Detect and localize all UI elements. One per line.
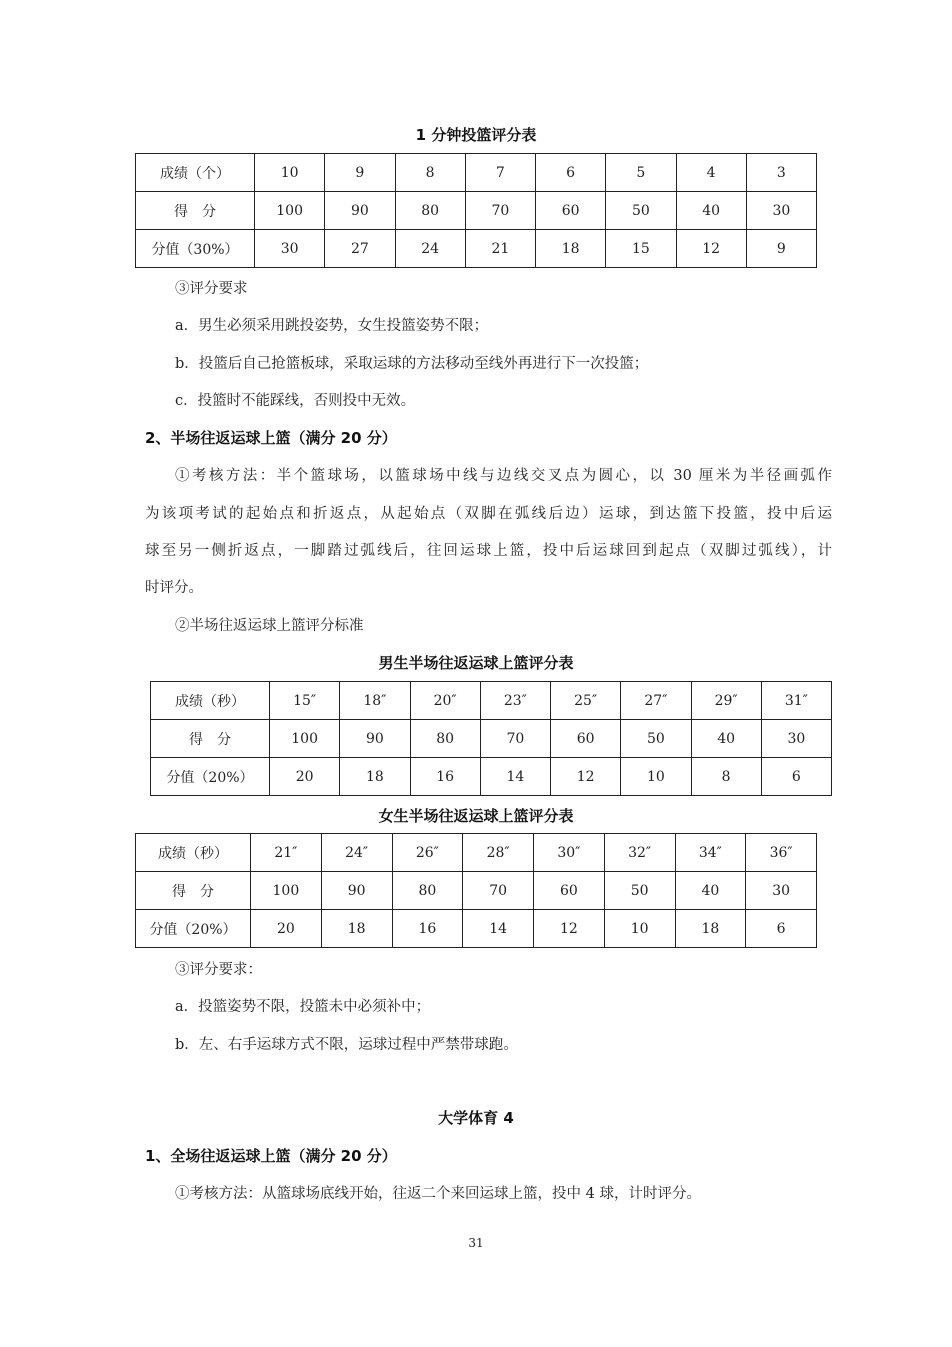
requirements-label: ③评分要求： [175,962,262,978]
table-row [151,720,832,758]
table-cell: 12 [534,910,605,948]
table-cell: 40 [675,872,746,910]
table-cell: 27 [325,230,395,268]
requirement-item: c．投篮时不能踩线，否则投中无效。 [175,393,416,409]
table-row [136,910,817,948]
table-cell: 18 [321,910,392,948]
requirement-item: a．投篮姿势不限，投篮未中必须补中； [175,999,431,1015]
score-table-female [135,833,817,948]
table-cell: 26″ [392,834,463,872]
table1-title: 1 分钟投篮评分表 [415,126,537,144]
table-cell: 50 [621,720,691,758]
table-cell: 36″ [746,834,817,872]
table-cell: 21 [465,230,535,268]
requirement-item: b．左、右手运球方式不限，运球过程中严禁带球跑。 [175,1037,518,1053]
row-header-cell: 成绩（秒） [136,834,251,872]
table-cell: 100 [270,720,340,758]
table-cell: 80 [395,192,465,230]
table-row [151,682,832,720]
row-header-cell: 分值（20%） [136,910,251,948]
row-header-cell: 得 分 [151,720,270,758]
requirement-item: b．投篮后自己抢篮板球，采取运球的方法移动至线外再进行下一次投篮； [175,356,649,372]
table-cell: 4 [676,154,746,192]
table-cell: 100 [251,872,322,910]
table-cell: 12 [551,758,621,796]
table-cell: 21″ [251,834,322,872]
table-cell: 18 [675,910,746,948]
table-cell: 23″ [480,682,550,720]
page-number: 31 [468,1236,484,1250]
table-cell: 70 [465,192,535,230]
course-title: 大学体育 4 [438,1109,514,1127]
table-cell: 15″ [270,682,340,720]
table-body [136,154,817,268]
table-cell: 20 [251,910,322,948]
table-cell: 60 [536,192,606,230]
row-header-cell: 分值（30%） [136,230,255,268]
table-cell: 25″ [551,682,621,720]
table-cell: 10 [604,910,675,948]
score-table-1min-shooting [135,153,817,268]
table-cell: 9 [325,154,395,192]
table-row [136,192,817,230]
row-header-cell: 得 分 [136,872,251,910]
method-line: ①考核方法：从篮球场底线开始，往返二个来回运球上篮，投中 4 球，计时评分。 [175,1186,701,1202]
table-cell: 50 [604,872,675,910]
table-cell: 18 [536,230,606,268]
table-cell: 20″ [410,682,480,720]
standard-label: ②半场往返运球上篮评分标准 [175,618,364,634]
method-line: 时评分。 [145,580,203,596]
table-cell: 80 [392,872,463,910]
table-cell: 40 [676,192,746,230]
table-cell: 6 [746,910,817,948]
table-row [136,230,817,268]
table-cell: 31″ [761,682,831,720]
table-cell: 28″ [463,834,534,872]
female-table-title: 女生半场往返运球上篮评分表 [378,807,574,825]
table-cell: 10 [255,154,325,192]
table-cell: 30 [746,872,817,910]
table-cell: 100 [255,192,325,230]
table-cell: 30 [255,230,325,268]
table-cell: 9 [746,230,816,268]
table-cell: 30 [746,192,816,230]
table-cell: 16 [410,758,480,796]
table-cell: 12 [676,230,746,268]
method-line: 为该项考试的起始点和折返点，从起始点（双脚在弧线后边）运球，到达篮下投篮，投中后运 [145,506,832,522]
table-body [136,834,817,948]
table-cell: 29″ [691,682,761,720]
requirement-item: a．男生必须采用跳投姿势，女生投篮姿势不限； [175,318,489,334]
table-cell: 7 [465,154,535,192]
table-cell: 32″ [604,834,675,872]
table-cell: 15 [606,230,676,268]
table-cell: 20 [270,758,340,796]
section-heading: 2、半场往返运球上篮（满分 20 分） [145,429,397,447]
table-cell: 70 [463,872,534,910]
table-cell: 70 [480,720,550,758]
table-cell: 6 [761,758,831,796]
male-table-title: 男生半场往返运球上篮评分表 [378,654,574,672]
table-cell: 90 [340,720,410,758]
table-cell: 18″ [340,682,410,720]
row-header-cell: 成绩（秒） [151,682,270,720]
method-line: ①考核方法：半个篮球场，以篮球场中线与边线交叉点为圆心，以 30 厘米为半径画弧作 [175,468,832,484]
table-cell: 5 [606,154,676,192]
score-table-male [150,681,832,796]
table-cell: 16 [392,910,463,948]
table-cell: 30 [761,720,831,758]
table-cell: 34″ [675,834,746,872]
row-header-cell: 分值（20%） [151,758,270,796]
table-cell: 60 [551,720,621,758]
method-line: 球至另一侧折返点，一脚踏过弧线后，往回运球上篮，投中后运球回到起点（双脚过弧线），计 [145,543,832,559]
table-cell: 24 [395,230,465,268]
table-body [151,682,832,796]
section-heading: 1、全场往返运球上篮（满分 20 分） [145,1147,397,1165]
row-header-cell: 成绩（个） [136,154,255,192]
table-cell: 50 [606,192,676,230]
table-cell: 14 [463,910,534,948]
table-cell: 8 [691,758,761,796]
table-cell: 18 [340,758,410,796]
table-cell: 10 [621,758,691,796]
table-row [136,834,817,872]
table-cell: 40 [691,720,761,758]
table-row [136,872,817,910]
table-cell: 6 [536,154,606,192]
table-cell: 60 [534,872,605,910]
table-cell: 24″ [321,834,392,872]
table-cell: 30″ [534,834,605,872]
table-row [151,758,832,796]
table-cell: 90 [321,872,392,910]
table-cell: 27″ [621,682,691,720]
row-header-cell: 得 分 [136,192,255,230]
table-row [136,154,817,192]
table-cell: 90 [325,192,395,230]
table-cell: 8 [395,154,465,192]
table-cell: 14 [480,758,550,796]
table-cell: 3 [746,154,816,192]
requirements-label: ③评分要求 [175,281,248,297]
table-cell: 80 [410,720,480,758]
